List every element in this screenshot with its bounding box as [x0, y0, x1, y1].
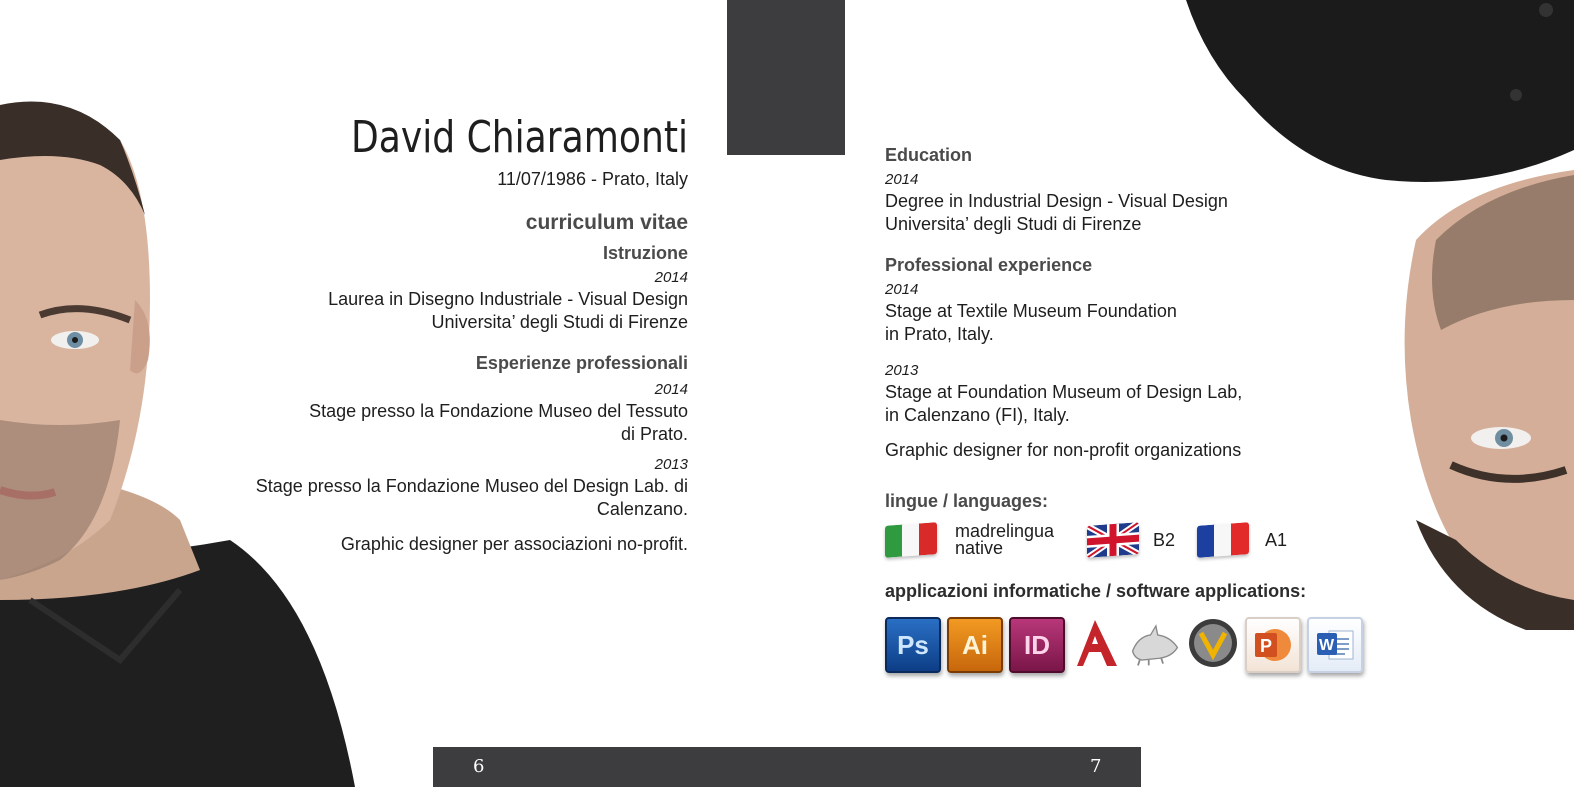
top-decorative-block	[727, 0, 845, 155]
experience-year-2013-en: 2013	[885, 362, 919, 379]
language-english-level: B2	[1153, 529, 1176, 550]
language-french-level: A1	[1265, 529, 1288, 550]
autocad-icon	[1071, 617, 1123, 669]
experience-heading-en: Professional experience	[885, 255, 1093, 275]
svg-text:W: W	[1319, 637, 1335, 654]
person-name: David Chiaramonti	[350, 112, 688, 163]
experience-item-it: Stage presso la Fondazione Museo del Design Lab. di	[255, 476, 688, 496]
education-degree-en: Degree in Industrial Design - Visual Design	[885, 191, 1228, 211]
photoshop-icon: Ps	[885, 617, 941, 673]
education-heading-it: Istruzione	[602, 243, 688, 263]
experience-item-it: Stage presso la Fondazione Museo del Tessuto	[309, 401, 688, 421]
svg-text:P: P	[1260, 636, 1273, 656]
languages-list	[885, 517, 1405, 563]
uk-flag-icon	[1087, 522, 1139, 558]
word-icon	[1307, 617, 1363, 673]
experience-item-it: Graphic designer per associazioni no-profit.	[340, 534, 688, 554]
experience-item-it-cont: Calenzano.	[596, 499, 688, 519]
education-university-en: Universita’ degli Studi di Firenze	[885, 214, 1142, 234]
cv-english-column	[885, 143, 1405, 673]
experience-year-2014-it: 2014	[654, 381, 688, 398]
language-level-native-it: madrelingua	[955, 521, 1055, 541]
page-number-left: 6	[473, 756, 485, 777]
experience-item-en: Stage at Textile Museum Foundation	[885, 301, 1177, 321]
page-number-right: 7	[1090, 756, 1102, 777]
rhino-icon	[1129, 617, 1181, 669]
experience-year-2013-it: 2013	[654, 456, 688, 473]
experience-item-it-cont: di Prato.	[620, 424, 688, 444]
software-heading: applicazioni informatiche / software applications:	[885, 581, 1307, 601]
experience-item-en: Stage at Foundation Museum of Design Lab,	[885, 382, 1243, 402]
education-year-it: 2014	[654, 269, 688, 286]
experience-item-en-cont: in Prato, Italy.	[885, 324, 994, 344]
experience-item-en: Graphic designer for non-profit organizations	[885, 440, 1242, 460]
software-icons	[885, 617, 1405, 673]
france-flag-icon	[1197, 522, 1249, 558]
education-heading-en: Education	[885, 145, 973, 165]
cv-italian-column	[150, 108, 688, 556]
languages-heading: lingue / languages:	[885, 491, 1049, 511]
education-university-it: Universita’ degli Studi di Firenze	[431, 312, 688, 332]
education-degree-it: Laurea in Disegno Industriale - Visual Design	[328, 289, 688, 309]
powerpoint-icon	[1245, 617, 1301, 673]
italy-flag-icon	[885, 522, 937, 558]
language-level-native-en: native	[955, 538, 1004, 558]
experience-year-2014-en: 2014	[885, 281, 919, 298]
indesign-icon: ID	[1009, 617, 1065, 673]
vray-icon	[1187, 617, 1239, 669]
education-year-en: 2014	[885, 171, 919, 188]
illustrator-icon: Ai	[947, 617, 1003, 673]
footer-bar	[433, 747, 1141, 787]
experience-item-en-cont: in Calenzano (FI), Italy.	[885, 405, 1070, 425]
experience-heading-it: Esperienze professionali	[475, 353, 688, 373]
birth-info: 11/07/1986 - Prato, Italy	[497, 169, 688, 189]
cv-title: curriculum vitae	[525, 211, 688, 234]
language-italian-label	[955, 523, 1067, 557]
